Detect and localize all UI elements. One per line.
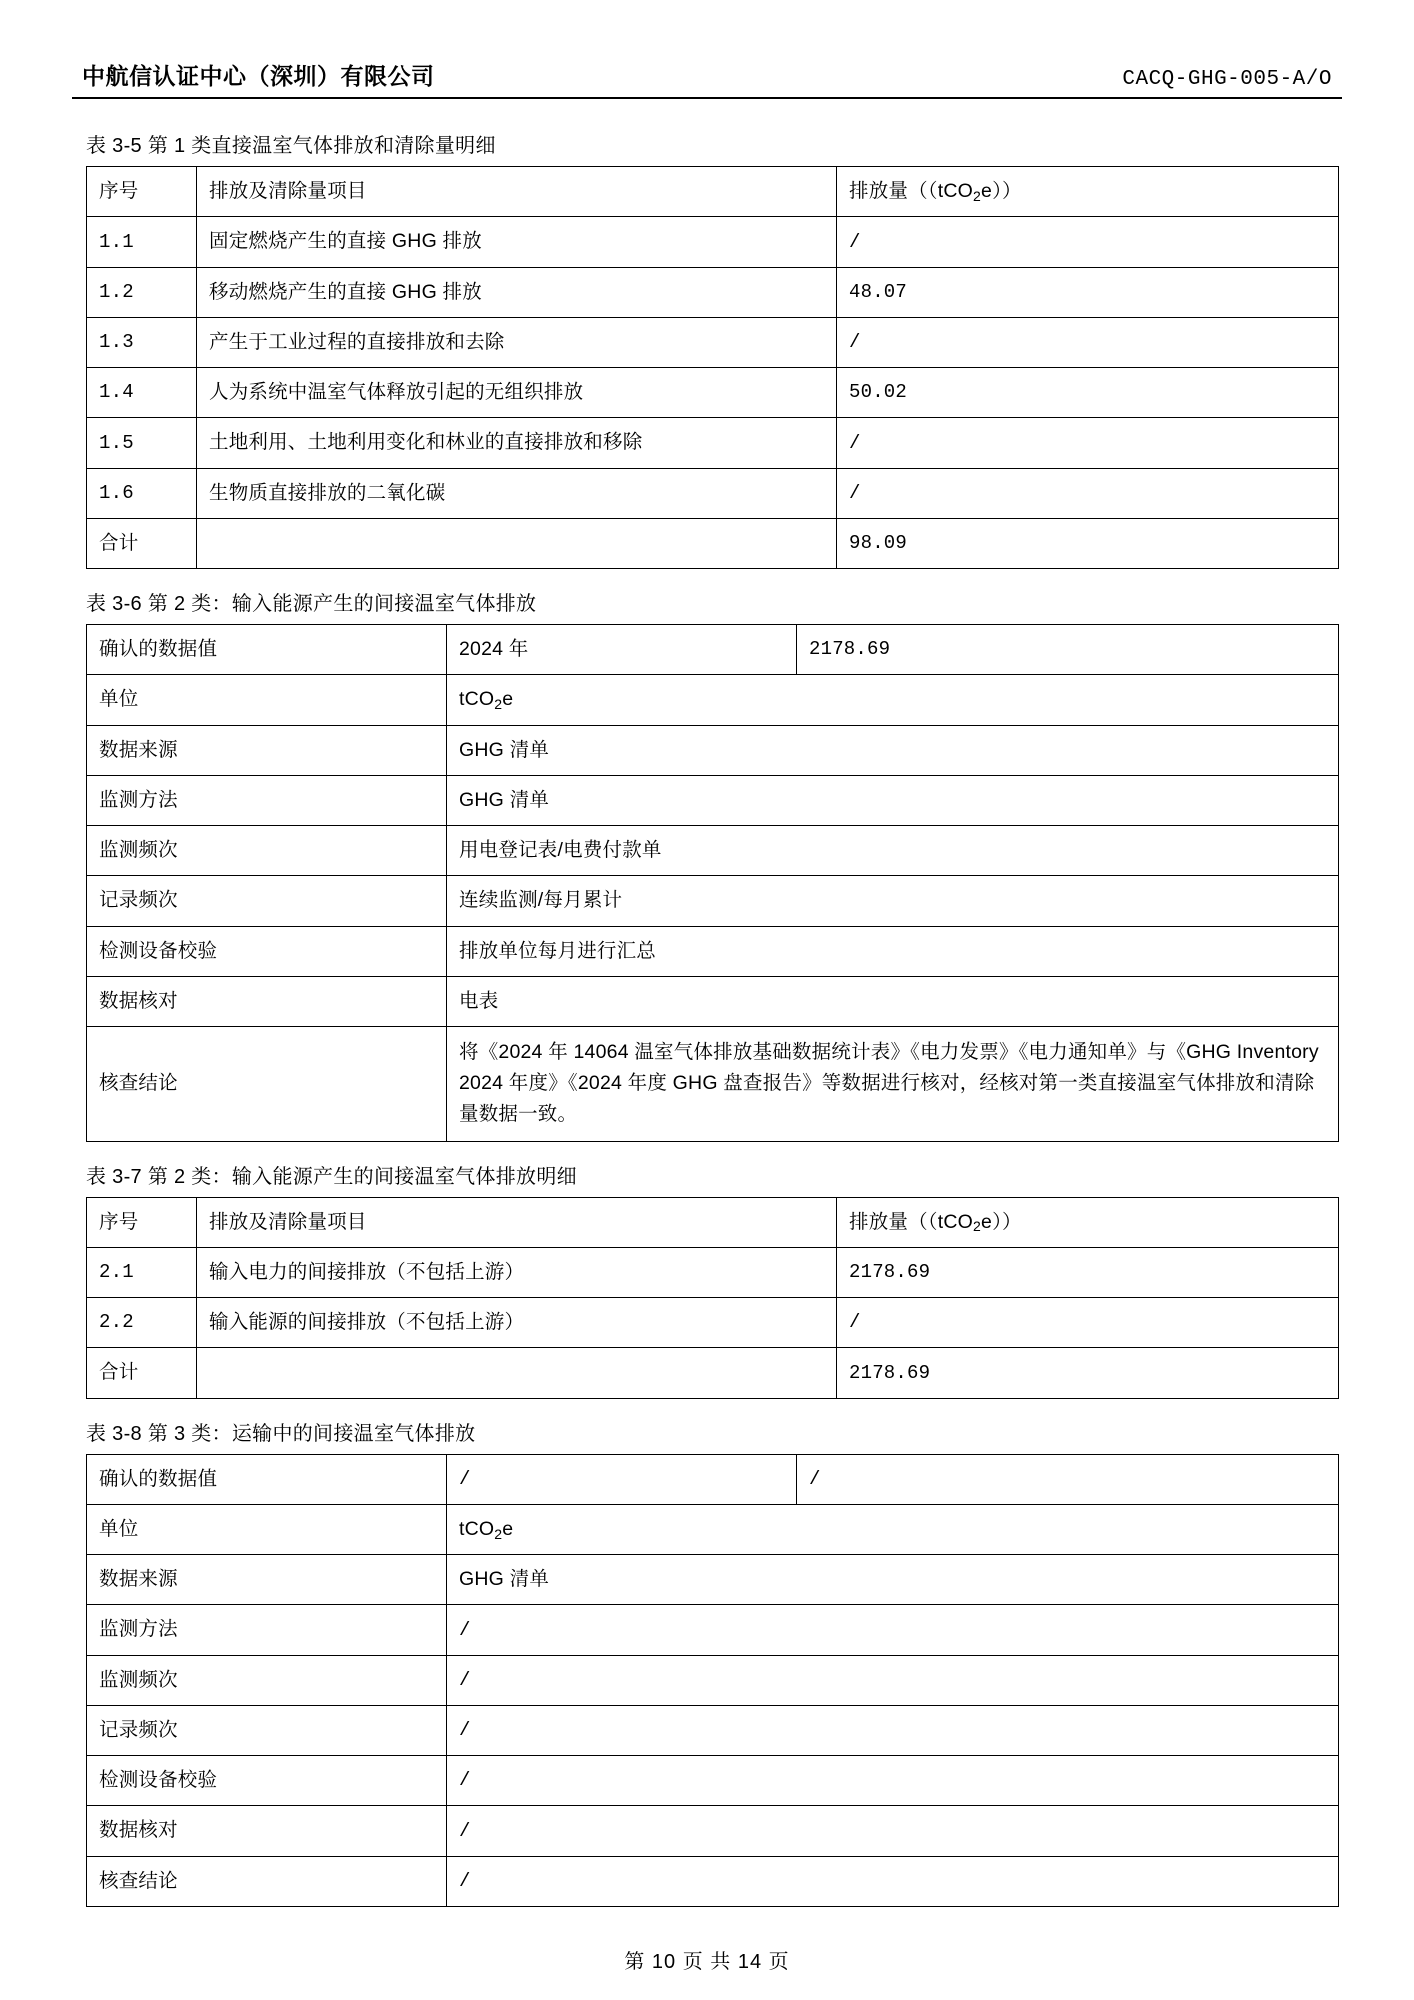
table-3-7: [86, 1197, 1339, 1399]
row-value: GHG 清单: [447, 1555, 1339, 1605]
row-value: 50.02: [837, 368, 1339, 418]
row-value-2: /: [797, 1454, 1339, 1504]
table-row: [87, 1454, 1339, 1504]
unit-subscript: 2: [973, 1218, 982, 1235]
row-label: 监测方法: [87, 1605, 447, 1655]
column-header-no: 序号: [87, 1197, 197, 1247]
row-value: /: [837, 217, 1339, 267]
row-item: 生物质直接排放的二氧化碳: [197, 468, 837, 518]
unit-suffix: e））: [981, 1210, 1022, 1233]
row-value: /: [447, 1856, 1339, 1906]
unit-prefix: 排放量（（tCO: [849, 180, 974, 202]
row-value: /: [447, 1655, 1339, 1705]
table-row: [87, 926, 1339, 976]
unit-prefix: 排放量（（tCO: [849, 1210, 974, 1233]
unit-suffix: e））: [981, 180, 1022, 202]
row-label: 数据核对: [87, 1806, 447, 1856]
row-label: 记录频次: [87, 876, 447, 926]
total-item: [197, 518, 837, 568]
table-3-5: [86, 166, 1339, 569]
table-row: [87, 625, 1339, 675]
table-total-row: [87, 1348, 1339, 1398]
row-label: 监测频次: [87, 1655, 447, 1705]
table-row: [87, 675, 1339, 725]
row-label: 检测设备校验: [87, 926, 447, 976]
row-no: 1.4: [87, 368, 197, 418]
row-label: 核查结论: [87, 1027, 447, 1142]
unit-subscript: 2: [973, 187, 982, 204]
row-value: /: [447, 1705, 1339, 1755]
row-value: GHG 清单: [447, 725, 1339, 775]
table-3-7-caption: 表 3-7 第 2 类：输入能源产生的间接温室气体排放明细: [86, 1165, 577, 1188]
table-row: [87, 1856, 1339, 1906]
row-value: /: [837, 1298, 1339, 1348]
row-value-2: 2178.69: [797, 625, 1339, 675]
table-row: [87, 1247, 1339, 1297]
row-label: 数据来源: [87, 1555, 447, 1605]
row-label: 数据核对: [87, 976, 447, 1026]
total-label: 合计: [87, 518, 197, 568]
table-row: [87, 1806, 1339, 1856]
table-row: [87, 1655, 1339, 1705]
table-row: [87, 267, 1339, 317]
row-label: 记录频次: [87, 1705, 447, 1755]
unit-subscript: 2: [494, 1525, 503, 1542]
table-3-6: [86, 624, 1339, 1142]
table-3-5-caption: 表 3-5 第 1 类直接温室气体排放和清除量明细: [86, 135, 496, 157]
row-value: /: [447, 1454, 797, 1504]
table-3-8-caption: 表 3-8 第 3 类：运输中的间接温室气体排放: [86, 1422, 476, 1445]
unit-suffix: e: [502, 688, 514, 711]
row-no: 1.2: [87, 267, 197, 317]
row-no: 2.2: [87, 1298, 197, 1348]
row-value: /: [447, 1605, 1339, 1655]
table-row: [87, 1555, 1339, 1605]
table-row: [87, 468, 1339, 518]
page-header: [72, 58, 1342, 99]
row-no: 1.5: [87, 418, 197, 468]
row-no: 1.3: [87, 317, 197, 367]
row-value: 排放单位每月进行汇总: [447, 926, 1339, 976]
column-header-no: 序号: [87, 167, 197, 217]
row-value: 连续监测/每月累计: [447, 876, 1339, 926]
row-item: 人为系统中温室气体释放引起的无组织排放: [197, 368, 837, 418]
table-row: [87, 775, 1339, 825]
table-row: [87, 1298, 1339, 1348]
table-row: [87, 1027, 1339, 1142]
table-row: [87, 826, 1339, 876]
unit-suffix: e: [502, 1517, 514, 1540]
row-item: 固定燃烧产生的直接 GHG 排放: [197, 217, 837, 267]
table-3-8: [86, 1454, 1339, 1907]
row-item: 产生于工业过程的直接排放和去除: [197, 317, 837, 367]
row-item: 土地利用、土地利用变化和林业的直接排放和移除: [197, 418, 837, 468]
total-item: [197, 1348, 837, 1398]
row-item: 移动燃烧产生的直接 GHG 排放: [197, 267, 837, 317]
row-item: 输入电力的间接排放（不包括上游）: [197, 1247, 837, 1297]
row-label: 确认的数据值: [87, 625, 447, 675]
row-value: /: [837, 468, 1339, 518]
row-label: 单位: [87, 1504, 447, 1554]
row-value-conclusion: 将《2024 年 14064 温室气体排放基础数据统计表》《电力发票》《电力通知单》与《GHG Inventory 2024 年度》《2024 年度 GHG 盘查报告》等数据进行核对，经核对第一类直接温室气体排放和清除量数据一致。: [447, 1027, 1339, 1142]
row-value: [447, 1504, 1339, 1554]
row-value: [447, 675, 1339, 725]
table-row: [87, 1756, 1339, 1806]
table-total-row: [87, 518, 1339, 568]
table-row: [87, 317, 1339, 367]
row-label: 核查结论: [87, 1856, 447, 1906]
table-row: [87, 368, 1339, 418]
row-item: 输入能源的间接排放（不包括上游）: [197, 1298, 837, 1348]
row-no: 1.6: [87, 468, 197, 518]
row-value: 电表: [447, 976, 1339, 1026]
row-label: 确认的数据值: [87, 1454, 447, 1504]
row-label: 监测方法: [87, 775, 447, 825]
table-row: [87, 418, 1339, 468]
row-label: 监测频次: [87, 826, 447, 876]
table-row: [87, 876, 1339, 926]
row-label: 数据来源: [87, 725, 447, 775]
table-row: [87, 1605, 1339, 1655]
page-footer: 第 10 页 共 14 页: [624, 1951, 790, 1973]
row-value: /: [837, 418, 1339, 468]
row-value: 用电登记表/电费付款单: [447, 826, 1339, 876]
row-no: 2.1: [87, 1247, 197, 1297]
row-value: GHG 清单: [447, 775, 1339, 825]
table-row: [87, 1705, 1339, 1755]
row-value: 48.07: [837, 267, 1339, 317]
table-3-6-caption: 表 3-6 第 2 类：输入能源产生的间接温室气体排放: [86, 593, 537, 615]
column-header-item: 排放及清除量项目: [197, 1197, 837, 1247]
row-label: 单位: [87, 675, 447, 725]
unit-prefix: tCO: [459, 1517, 495, 1540]
unit-subscript: 2: [494, 696, 503, 713]
header-document-code: CACQ-GHG-005-A/O: [1122, 68, 1332, 91]
column-header-item: 排放及清除量项目: [197, 167, 837, 217]
table-row: [87, 217, 1339, 267]
column-header-value: [837, 167, 1339, 217]
total-value: 98.09: [837, 518, 1339, 568]
column-header-value: [837, 1197, 1339, 1247]
row-value: 2178.69: [837, 1247, 1339, 1297]
row-value: /: [447, 1806, 1339, 1856]
header-company-name: 中航信认证中心（深圳）有限公司: [82, 63, 435, 89]
row-label: 检测设备校验: [87, 1756, 447, 1806]
total-label: 合计: [87, 1348, 197, 1398]
table-header-row: [87, 167, 1339, 217]
total-value: 2178.69: [837, 1348, 1339, 1398]
unit-prefix: tCO: [459, 688, 495, 711]
table-row: [87, 976, 1339, 1026]
row-value: /: [447, 1756, 1339, 1806]
table-header-row: [87, 1197, 1339, 1247]
row-value: 2024 年: [447, 625, 797, 675]
table-row: [87, 725, 1339, 775]
table-row: [87, 1504, 1339, 1554]
row-no: 1.1: [87, 217, 197, 267]
row-value: /: [837, 317, 1339, 367]
